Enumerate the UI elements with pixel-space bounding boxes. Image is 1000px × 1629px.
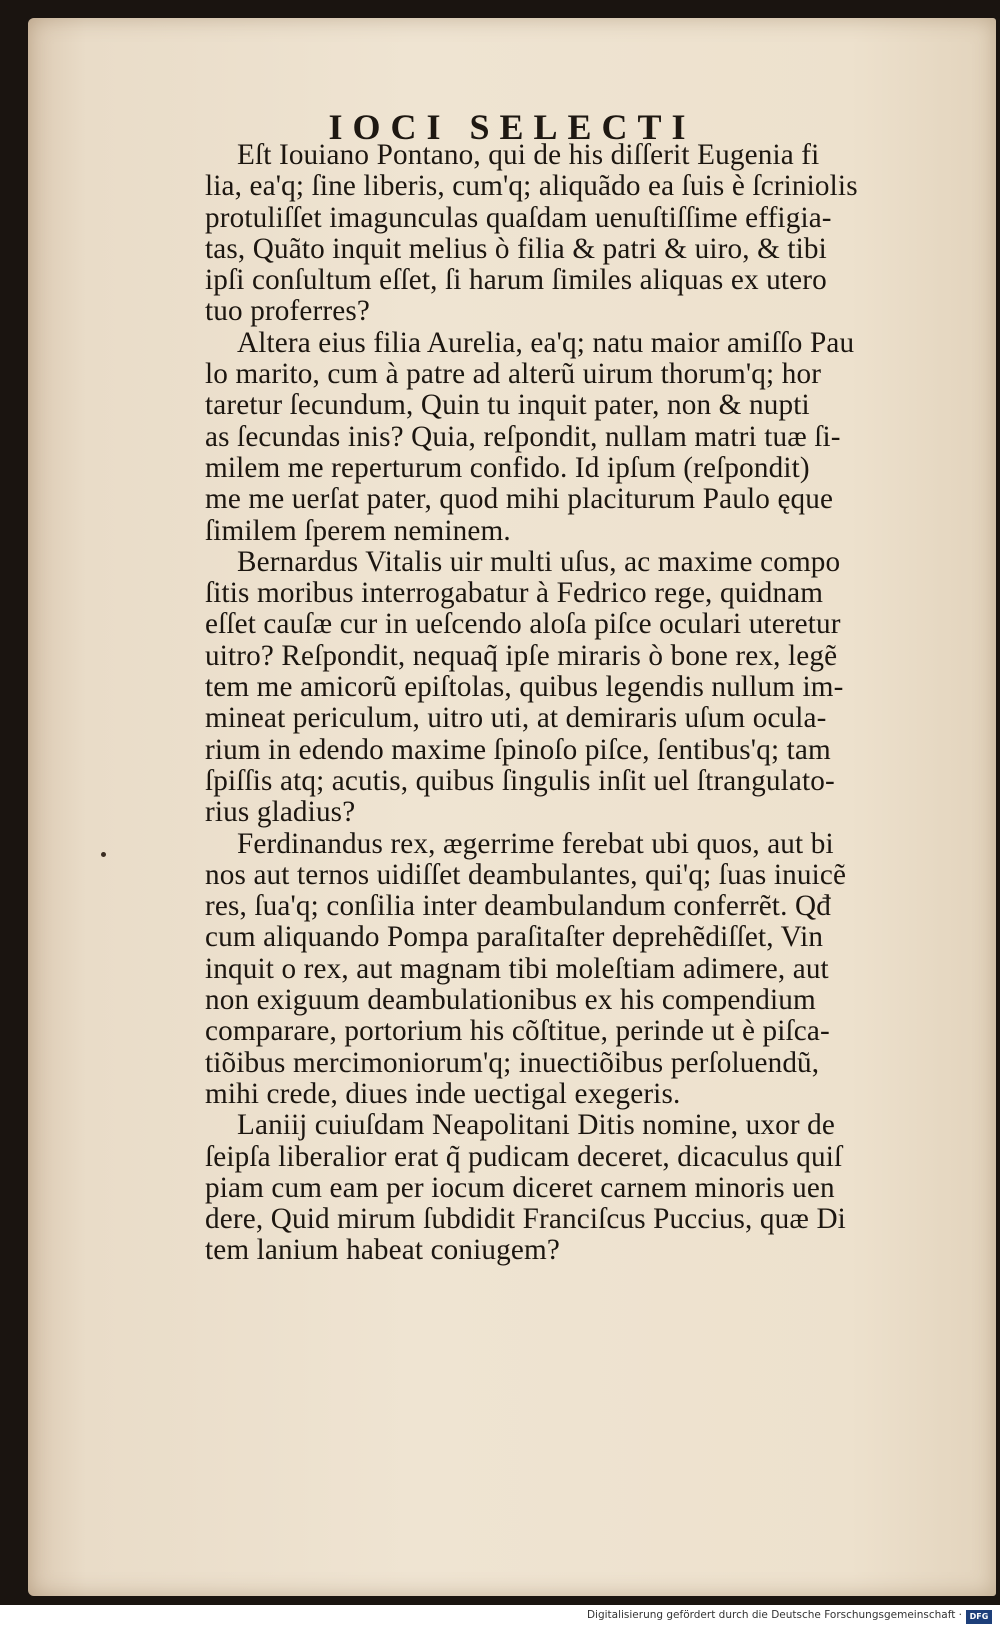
text-line: Ferdinandus rex, ægerrime ferebat ubi quos, aut bi — [237, 827, 834, 860]
text-line: Altera eius filia Aurelia, ea'q; natu maior amiſſo Pau — [237, 326, 855, 359]
paragraph — [205, 140, 937, 328]
text-line: protuliſſet imagunculas quaſdam uenuſtiſſime effigia- — [205, 201, 832, 234]
text-line: lia, ea'q; ſine liberis, cum'q; aliquãdo ea ſuis è ſcriniolis — [205, 170, 858, 203]
text-line: eſſet cauſæ cur in ueſcendo aloſa piſce oculari uteretur — [205, 608, 841, 641]
text-line: nos aut ternos uidiſſet deambulantes, qui'q; ſuas inuicẽ — [205, 858, 847, 891]
text-line: rium in edendo maxime ſpinoſo piſce, ſentibus'q; tam — [205, 733, 831, 766]
text-line: as ſecundas inis? Quia, reſpondit, nullam matri tuæ ſi- — [205, 420, 841, 453]
text-line: ſpiſſis atq; acutis, quibus ſingulis inſit uel ſtrangulato- — [205, 764, 835, 797]
text-line: mineat periculum, uitro uti, at demiraris uſum ocula- — [205, 702, 827, 735]
text-line: tem me amicorũ epiſtolas, quibus legendis nullum im- — [205, 671, 844, 704]
text-line: inquit o rex, aut magnam tibi moleſtiam adimere, aut — [205, 952, 829, 985]
text-line: ſeipſa liberalior erat q̃ pudicam deceret, dicaculus quiſ — [205, 1140, 843, 1173]
text-line: uitro? Reſpondit, nequaq̃ ipſe miraris ò bone rex, legẽ — [205, 639, 838, 672]
paragraph — [205, 1110, 937, 1266]
text-line: dere, Quid mirum ſubdidit Franciſcus Puccius, quæ Di — [205, 1203, 846, 1236]
text-line: ipſi conſultum eſſet, ſi harum ſimiles aliquas ex utero — [205, 264, 827, 297]
footer-bar — [0, 1605, 1000, 1629]
text-line: rius gladius? — [205, 796, 356, 829]
dfg-logo: DFG — [966, 1610, 992, 1624]
text-line: tem lanium habeat coniugem? — [205, 1234, 560, 1267]
ink-spot — [101, 852, 106, 857]
text-line: ſimilem ſperem neminem. — [205, 514, 511, 547]
text-line: res, ſua'q; conſilia inter deambulandum conferrẽt. Qđ — [205, 890, 831, 923]
text-line: piam cum eam per iocum diceret carnem minoris uen — [205, 1171, 835, 1204]
text-line: milem me reperturum confido. Id ipſum (reſpondit) — [205, 451, 810, 484]
text-line: lo marito, cum à patre ad alterũ uirum thorum'q; hor — [205, 358, 822, 391]
paragraph — [205, 829, 937, 1111]
text-line: Eſt Iouiano Pontano, qui de his diſſerit Eugenia fi — [237, 139, 820, 171]
text-line: tuo proferres? — [205, 295, 370, 328]
text-line: cum aliquando Pompa paraſitaſter deprehẽdiſſet, Vin — [205, 921, 824, 954]
running-head: IOCI SELECTI — [328, 107, 696, 147]
paragraph — [205, 547, 937, 829]
page-text — [205, 140, 937, 1267]
funding-credit: Digitalisierung gefördert durch die Deutsche Forschungsgemeinschaft · — [586, 1609, 962, 1621]
text-line: me me uerſat pater, quod mihi placiturum Paulo ęque — [205, 483, 834, 516]
paragraph — [205, 328, 937, 547]
text-line: Laniĳ cuiuſdam Neapolitani Ditis nomine, uxor de — [237, 1109, 836, 1142]
text-line: comparare, portorium his cõſtitue, perinde ut è piſca- — [205, 1015, 830, 1048]
text-line: Bernardus Vitalis uir multi uſus, ac maxime compo — [237, 545, 841, 578]
text-line: mihi crede, diues inde uectigal exegeris. — [205, 1077, 681, 1110]
text-line: tiõibus mercimoniorum'q; inuectiõibus perſoluendũ, — [205, 1046, 820, 1079]
text-line: non exiguum deambulationibus ex his compendium — [205, 984, 816, 1017]
text-line: tas, Quãto inquit melius ò filia & patri & uiro, & tibi — [205, 232, 827, 265]
text-line: taretur ſecundum, Quin tu inquit pater, non & nupti — [205, 389, 810, 422]
text-line: ſitis moribus interrogabatur à Fedrico rege, quidnam — [205, 577, 824, 610]
